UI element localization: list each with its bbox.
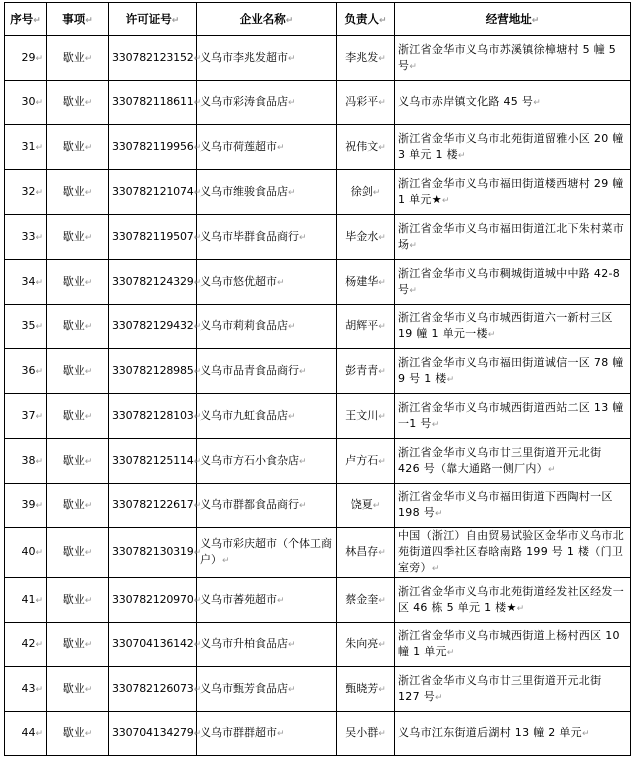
paragraph-mark: ↵ — [431, 564, 440, 574]
row-person-in-charge: 祝伟文↵ — [337, 125, 395, 170]
table-row — [5, 170, 631, 215]
row-license-number: 330782119507↵ — [109, 215, 197, 260]
table-row — [5, 667, 631, 712]
paragraph-mark: ↵ — [84, 456, 93, 467]
table-row — [5, 578, 631, 623]
paragraph-mark: ↵ — [446, 648, 455, 658]
row-business-address: 浙江省金华市义乌市廿三里街道开元北街 426 号（靠大通路一侧厂内）↵ — [395, 439, 631, 484]
paragraph-mark: ↵ — [35, 187, 43, 198]
row-number: 37↵ — [5, 394, 47, 439]
row-number: 33↵ — [5, 215, 47, 260]
paragraph-mark: ↵ — [372, 187, 381, 198]
row-business-address: 中国（浙江）自由贸易试验区金华市义乌市北苑街道四季社区春晗南路 199 号 1 楼（门卫室旁）↵ — [395, 528, 631, 578]
paragraph-mark: ↵ — [378, 98, 386, 108]
row-business-address: 浙江省金华市义乌市北苑街道留雅小区 20 幢 3 单元 1 楼↵ — [395, 125, 631, 170]
paragraph-mark: ↵ — [288, 411, 296, 422]
paragraph-mark: ↵ — [193, 548, 201, 558]
row-type: 歇业↵ — [47, 36, 109, 81]
row-license-number: 330782123152↵ — [109, 36, 197, 81]
paragraph-mark: ↵ — [84, 187, 93, 198]
row-type: 歇业↵ — [47, 260, 109, 305]
row-person-in-charge: 胡辉平↵ — [337, 305, 395, 349]
paragraph-mark: ↵ — [378, 277, 386, 288]
row-business-address: 浙江省金华市义乌市城西街道六一新村三区 19 幢 1 单元一楼↵ — [395, 305, 631, 349]
paragraph-mark: ↵ — [548, 464, 556, 475]
paragraph-mark: ↵ — [84, 729, 93, 739]
row-business-address: 浙江省金华市义乌市福田街道江北下朱村菜市场↵ — [395, 215, 631, 260]
paragraph-mark: ↵ — [35, 548, 43, 558]
paragraph-mark: ↵ — [378, 640, 386, 650]
paragraph-mark: ↵ — [409, 285, 418, 296]
row-type: 歇业↵ — [47, 484, 109, 528]
row-business-address: 浙江省金华市义乌市北苑街道经发社区经发一区 46 栋 5 单元 1 楼★↵ — [395, 578, 631, 623]
row-license-number: 330782119956↵ — [109, 125, 197, 170]
row-type: 歇业↵ — [47, 215, 109, 260]
paragraph-mark: ↵ — [288, 98, 296, 108]
row-license-number: 330782128103↵ — [109, 394, 197, 439]
table-row — [5, 528, 631, 578]
row-business-address: 浙江省金华市义乌市福田街道诚信一区 78 幢 9 号 1 楼↵ — [395, 349, 631, 394]
paragraph-mark: ↵ — [84, 142, 93, 153]
row-business-address: 浙江省金华市义乌市福田街道楼西塘村 29 幢 1 单元★↵ — [395, 170, 631, 215]
row-company-name: 义乌市彩涛食品店↵ — [197, 81, 337, 125]
table-row — [5, 623, 631, 667]
header-license: 许可证号↵ — [109, 3, 197, 36]
paragraph-mark: ↵ — [378, 456, 386, 467]
paragraph-mark: ↵ — [409, 240, 418, 251]
row-number: 42↵ — [5, 623, 47, 667]
row-type: 歇业↵ — [47, 578, 109, 623]
row-number: 36↵ — [5, 349, 47, 394]
paragraph-mark: ↵ — [431, 419, 440, 430]
row-business-address: 浙江省金华市义乌市廿三里街道开元北街 127 号↵ — [395, 667, 631, 712]
row-person-in-charge: 徐剑↵ — [337, 170, 395, 215]
table-body — [5, 36, 631, 756]
business-closure-table — [4, 2, 631, 756]
paragraph-mark: ↵ — [193, 322, 201, 332]
row-person-in-charge: 蔡金奎↵ — [337, 578, 395, 623]
row-company-name: 义乌市群都食品商行↵ — [197, 484, 337, 528]
paragraph-mark: ↵ — [84, 595, 93, 606]
row-number: 40↵ — [5, 528, 47, 578]
paragraph-mark: ↵ — [35, 640, 43, 650]
header-person: 负责人↵ — [337, 3, 395, 36]
paragraph-mark: ↵ — [277, 142, 285, 153]
paragraph-mark: ↵ — [299, 232, 307, 243]
paragraph-mark: ↵ — [533, 98, 542, 108]
paragraph-mark: ↵ — [277, 595, 285, 606]
paragraph-mark: ↵ — [35, 411, 43, 422]
row-company-name: 义乌市悠优超市↵ — [197, 260, 337, 305]
paragraph-mark: ↵ — [378, 53, 386, 64]
paragraph-mark: ↵ — [84, 277, 93, 288]
paragraph-mark: ↵ — [378, 411, 386, 422]
paragraph-mark: ↵ — [378, 232, 386, 243]
row-person-in-charge: 吴小群↵ — [337, 712, 395, 756]
paragraph-mark: ↵ — [84, 322, 93, 332]
paragraph-mark: ↵ — [409, 61, 418, 72]
row-person-in-charge: 饶夏↵ — [337, 484, 395, 528]
paragraph-mark: ↵ — [193, 501, 201, 511]
paragraph-mark: ↵ — [84, 684, 93, 695]
row-type: 歇业↵ — [47, 394, 109, 439]
row-license-number: 330704134279↵ — [109, 712, 197, 756]
row-business-address: 浙江省金华市义乌市苏溪镇徐樟塘村 5 幢 5 号↵ — [395, 36, 631, 81]
row-company-name: 义乌市甄芳食品店↵ — [197, 667, 337, 712]
paragraph-mark: ↵ — [372, 501, 381, 511]
row-number: 41↵ — [5, 578, 47, 623]
paragraph-mark: ↵ — [35, 595, 43, 606]
paragraph-mark: ↵ — [441, 195, 450, 206]
paragraph-mark: ↵ — [35, 322, 43, 332]
row-company-name: 义乌市荷莲超市↵ — [197, 125, 337, 170]
row-number: 39↵ — [5, 484, 47, 528]
row-person-in-charge: 杨建华↵ — [337, 260, 395, 305]
paragraph-mark: ↵ — [277, 277, 285, 288]
row-type: 歇业↵ — [47, 712, 109, 756]
paragraph-mark: ↵ — [35, 456, 43, 467]
table-row — [5, 712, 631, 756]
row-company-name: 义乌市彩庆超市（个体工商户）↵ — [197, 528, 337, 578]
row-company-name: 义乌市方石小食杂店↵ — [197, 439, 337, 484]
row-type: 歇业↵ — [47, 349, 109, 394]
row-license-number: 330782128985↵ — [109, 349, 197, 394]
paragraph-mark: ↵ — [193, 98, 201, 108]
paragraph-mark: ↵ — [193, 640, 201, 650]
paragraph-mark: ↵ — [581, 729, 590, 739]
row-business-address: 浙江省金华市义乌市稠城街道城中中路 42-8 号↵ — [395, 260, 631, 305]
paragraph-mark: ↵ — [84, 640, 93, 650]
header-address: 经营地址↵ — [395, 3, 631, 36]
row-type: 歇业↵ — [47, 439, 109, 484]
paragraph-mark: ↵ — [288, 322, 296, 332]
row-number: 31↵ — [5, 125, 47, 170]
paragraph-mark: ↵ — [35, 501, 43, 511]
paragraph-mark: ↵ — [193, 232, 201, 243]
row-number: 29↵ — [5, 36, 47, 81]
table-row — [5, 305, 631, 349]
paragraph-mark: ↵ — [84, 53, 93, 64]
paragraph-mark: ↵ — [299, 501, 307, 511]
row-business-address: 浙江省金华市义乌市城西街道西站二区 13 幢一1 号↵ — [395, 394, 631, 439]
row-type: 歇业↵ — [47, 623, 109, 667]
row-business-address: 浙江省金华市义乌市城西街道上杨村西区 10 幢 1 单元↵ — [395, 623, 631, 667]
row-number: 44↵ — [5, 712, 47, 756]
row-number: 34↵ — [5, 260, 47, 305]
row-type: 歇业↵ — [47, 528, 109, 578]
paragraph-mark: ↵ — [35, 53, 43, 64]
table-row — [5, 260, 631, 305]
paragraph-mark: ↵ — [193, 595, 201, 606]
row-person-in-charge: 卢方石↵ — [337, 439, 395, 484]
row-number: 32↵ — [5, 170, 47, 215]
table-row — [5, 484, 631, 528]
row-type: 歇业↵ — [47, 81, 109, 125]
table-row — [5, 215, 631, 260]
table-row — [5, 81, 631, 125]
row-company-name: 义乌市莉莉食品店↵ — [197, 305, 337, 349]
paragraph-mark: ↵ — [193, 53, 201, 64]
row-license-number: 330782120970↵ — [109, 578, 197, 623]
row-license-number: 330782130319↵ — [109, 528, 197, 578]
header-company: 企业名称↵ — [197, 3, 337, 36]
paragraph-mark: ↵ — [193, 684, 201, 695]
paragraph-mark: ↵ — [193, 729, 201, 739]
table-row — [5, 394, 631, 439]
header-no: 序号↵ — [5, 3, 47, 36]
header-type: 事项↵ — [47, 3, 109, 36]
row-license-number: 330782125114↵ — [109, 439, 197, 484]
paragraph-mark: ↵ — [84, 411, 93, 422]
row-person-in-charge: 林昌存↵ — [337, 528, 395, 578]
paragraph-mark: ↵ — [378, 729, 386, 739]
row-business-address: 浙江省金华市义乌市福田街道下西陶村一区 198 号↵ — [395, 484, 631, 528]
paragraph-mark: ↵ — [35, 98, 43, 108]
row-type: 歇业↵ — [47, 125, 109, 170]
row-license-number: 330782129432↵ — [109, 305, 197, 349]
row-person-in-charge: 李兆发↵ — [337, 36, 395, 81]
row-company-name: 义乌市维骏食品店↵ — [197, 170, 337, 215]
paragraph-mark: ↵ — [193, 366, 201, 377]
paragraph-mark: ↵ — [84, 548, 93, 558]
paragraph-mark: ↵ — [378, 595, 386, 606]
paragraph-mark: ↵ — [84, 501, 93, 511]
paragraph-mark: ↵ — [35, 232, 43, 243]
row-type: 歇业↵ — [47, 667, 109, 712]
paragraph-mark: ↵ — [35, 142, 43, 153]
paragraph-mark: ↵ — [299, 456, 307, 467]
paragraph-mark: ↵ — [299, 366, 307, 377]
row-person-in-charge: 朱向亮↵ — [337, 623, 395, 667]
row-business-address: 义乌市江东街道后湖村 13 幢 2 单元↵ — [395, 712, 631, 756]
paragraph-mark: ↵ — [288, 187, 296, 198]
paragraph-mark: ↵ — [487, 330, 496, 340]
paragraph-mark: ↵ — [84, 366, 93, 377]
table-row — [5, 349, 631, 394]
paragraph-mark: ↵ — [435, 692, 443, 703]
paragraph-mark: ↵ — [435, 509, 443, 519]
paragraph-mark: ↵ — [84, 232, 93, 243]
row-company-name: 义乌市九虹食品店↵ — [197, 394, 337, 439]
row-license-number: 330782122617↵ — [109, 484, 197, 528]
paragraph-mark: ↵ — [457, 150, 466, 161]
row-license-number: 330782126073↵ — [109, 667, 197, 712]
paragraph-mark: ↵ — [288, 53, 296, 64]
row-number: 38↵ — [5, 439, 47, 484]
paragraph-mark: ↵ — [193, 411, 201, 422]
row-license-number: 330782118611↵ — [109, 81, 197, 125]
paragraph-mark: ↵ — [35, 366, 43, 377]
paragraph-mark: ↵ — [193, 142, 201, 153]
row-number: 30↵ — [5, 81, 47, 125]
row-company-name: 义乌市群群超市↵ — [197, 712, 337, 756]
row-number: 35↵ — [5, 305, 47, 349]
paragraph-mark: ↵ — [193, 456, 201, 467]
paragraph-mark: ↵ — [378, 366, 386, 377]
table-row — [5, 125, 631, 170]
paragraph-mark: ↵ — [516, 603, 525, 614]
paragraph-mark: ↵ — [288, 640, 296, 650]
paragraph-mark: ↵ — [35, 277, 43, 288]
paragraph-mark: ↵ — [277, 729, 285, 739]
header-row — [5, 3, 631, 36]
paragraph-mark: ↵ — [446, 374, 455, 385]
paragraph-mark: ↵ — [378, 548, 386, 558]
row-company-name: 义乌市毕群食品商行↵ — [197, 215, 337, 260]
row-business-address: 义乌市赤岸镇文化路 45 号↵ — [395, 81, 631, 125]
paragraph-mark: ↵ — [378, 684, 386, 695]
paragraph-mark: ↵ — [35, 684, 43, 695]
row-person-in-charge: 冯彩平↵ — [337, 81, 395, 125]
row-person-in-charge: 甄晓芳↵ — [337, 667, 395, 712]
row-license-number: 330782121074↵ — [109, 170, 197, 215]
paragraph-mark: ↵ — [288, 684, 296, 695]
row-company-name: 义乌市升柏食品店↵ — [197, 623, 337, 667]
row-company-name: 义乌市萫苑超市↵ — [197, 578, 337, 623]
paragraph-mark: ↵ — [193, 277, 201, 288]
paragraph-mark: ↵ — [378, 142, 386, 153]
paragraph-mark: ↵ — [378, 322, 386, 332]
row-type: 歇业↵ — [47, 170, 109, 215]
row-license-number: 330704136142↵ — [109, 623, 197, 667]
row-number: 43↵ — [5, 667, 47, 712]
row-company-name: 义乌市李兆发超市↵ — [197, 36, 337, 81]
paragraph-mark: ↵ — [222, 556, 230, 566]
table-row — [5, 439, 631, 484]
table-row — [5, 36, 631, 81]
row-type: 歇业↵ — [47, 305, 109, 349]
paragraph-mark: ↵ — [193, 187, 201, 198]
paragraph-mark: ↵ — [35, 729, 43, 739]
paragraph-mark: ↵ — [84, 98, 93, 108]
row-company-name: 义乌市品青食品商行↵ — [197, 349, 337, 394]
row-license-number: 330782124329↵ — [109, 260, 197, 305]
row-person-in-charge: 彭青青↵ — [337, 349, 395, 394]
row-person-in-charge: 王文川↵ — [337, 394, 395, 439]
row-person-in-charge: 毕金水↵ — [337, 215, 395, 260]
